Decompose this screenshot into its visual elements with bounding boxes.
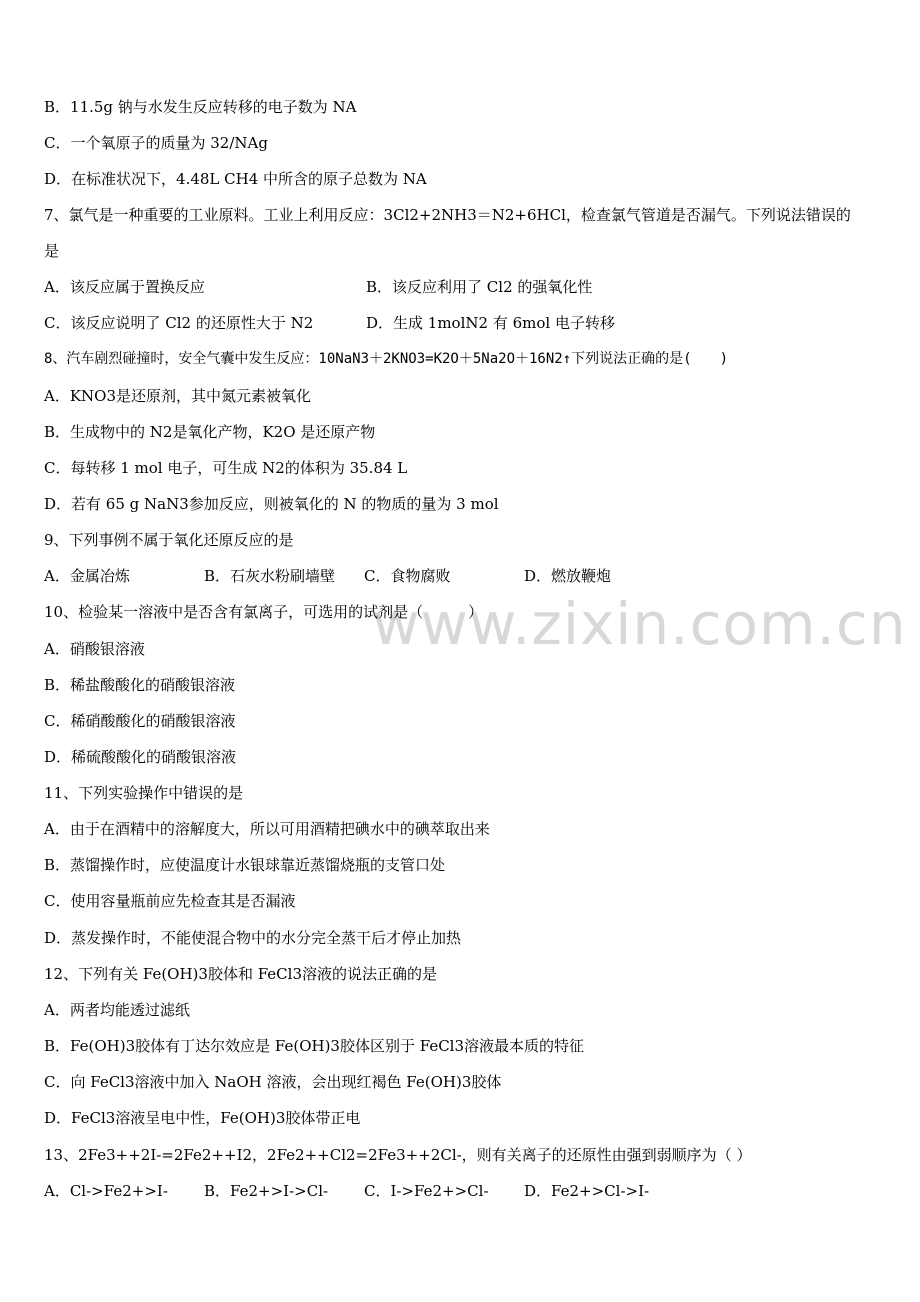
q10-stem: 10、检验某一溶液中是否含有氯离子，可选用的试剂是（ ） (44, 603, 484, 621)
q7-option-d: D．生成 1molN2 有 6mol 电子转移 (366, 314, 615, 332)
q8-option-d: D．若有 65 g NaN3参加反应，则被氧化的 N 的物质的量为 3 mol (44, 495, 499, 513)
q9-option-d: D．燃放鞭炮 (524, 567, 612, 585)
q11-stem: 11、下列实验操作中错误的是 (44, 784, 244, 802)
q7-stem-line1: 7、氯气是一种重要的工业原料。工业上利用反应：3Cl2+2NH3＝N2+6HCl，检查氯气管道是否漏气。下列说法错误的 (44, 206, 851, 224)
q6-option-d: D．在标准状况下，4.48L CH4 中所含的原子总数为 NA (44, 170, 427, 188)
q12-option-b: B．Fe(OH)3胶体有丁达尔效应是 Fe(OH)3胶体区别于 FeCl3溶液最本质的特征 (44, 1037, 585, 1055)
q13-option-d: D．Fe2+>Cl->I- (524, 1182, 650, 1200)
watermark-text: www.zixin.com.cn (372, 590, 907, 658)
q8-option-c: C．每转移 1 mol 电子，可生成 N2的体积为 35.84 L (44, 459, 408, 477)
q13-option-b: B．Fe2+>I->Cl- (204, 1182, 329, 1200)
q13-option-a: A．Cl->Fe2+>I- (44, 1182, 168, 1200)
q11-option-c: C．使用容量瓶前应先检查其是否漏液 (44, 892, 296, 910)
q7-option-b: B．该反应利用了 Cl2 的强氧化性 (366, 278, 593, 296)
q12-option-a: A．两者均能透过滤纸 (44, 1001, 190, 1019)
q9-option-c: C．食物腐败 (364, 567, 451, 585)
q11-option-b: B．蒸馏操作时，应使温度计水银球靠近蒸馏烧瓶的支管口处 (44, 856, 446, 874)
q9-stem: 9、下列事例不属于氧化还原反应的是 (44, 531, 294, 549)
q11-option-a: A．由于在酒精中的溶解度大，所以可用酒精把碘水中的碘萃取出来 (44, 820, 490, 838)
q7-options-row1 (44, 277, 592, 297)
q9-option-b: B．石灰水粉刷墙壁 (204, 567, 336, 585)
q6-option-c: C．一个氧原子的质量为 32/NAg (44, 134, 268, 152)
q13-stem: 13、2Fe3++2I-=2Fe2++I2，2Fe2++Cl2=2Fe3++2Cl-，则有关离子的还原性由强到弱顺序为（ ） (44, 1146, 752, 1164)
q10-option-b: B．稀盐酸酸化的硝酸银溶液 (44, 676, 236, 694)
q7-options-row2 (44, 313, 615, 333)
q12-option-c: C．向 FeCl3溶液中加入 NaOH 溶液，会出现红褐色 Fe(OH)3胶体 (44, 1073, 502, 1091)
q9-options-row (44, 566, 611, 586)
q8-stem: 8、汽车剧烈碰撞时，安全气囊中发生反应：10NaN3＋2KNO3=K2O＋5Na2O＋16N2↑下列说法正确的是( ) (44, 351, 729, 367)
q10-option-a: A．硝酸银溶液 (44, 640, 145, 658)
q10-option-c: C．稀硝酸酸化的硝酸银溶液 (44, 712, 236, 730)
q6-option-b: B．11.5g 钠与水发生反应转移的电子数为 NA (44, 98, 357, 116)
q7-option-c: C．该反应说明了 Cl2 的还原性大于 N2 (44, 314, 314, 332)
q11-option-d: D．蒸发操作时，不能使混合物中的水分完全蒸干后才停止加热 (44, 929, 462, 947)
q13-option-c: C．I->Fe2+>Cl- (364, 1182, 489, 1200)
q7-option-a: A．该反应属于置换反应 (44, 278, 205, 296)
q8-option-b: B．生成物中的 N2是氧化产物，K2O 是还原产物 (44, 423, 376, 441)
q13-options-row (44, 1181, 649, 1201)
q7-stem-line2: 是 (44, 242, 60, 260)
q12-option-d: D．FeCl3溶液呈电中性，Fe(OH)3胶体带正电 (44, 1109, 361, 1127)
q12-stem: 12、下列有关 Fe(OH)3胶体和 FeCl3溶液的说法正确的是 (44, 965, 437, 983)
q10-option-d: D．稀硫酸酸化的硝酸银溶液 (44, 748, 237, 766)
q9-option-a: A．金属冶炼 (44, 567, 130, 585)
q8-option-a: A．KNO3是还原剂，其中氮元素被氧化 (44, 387, 312, 405)
